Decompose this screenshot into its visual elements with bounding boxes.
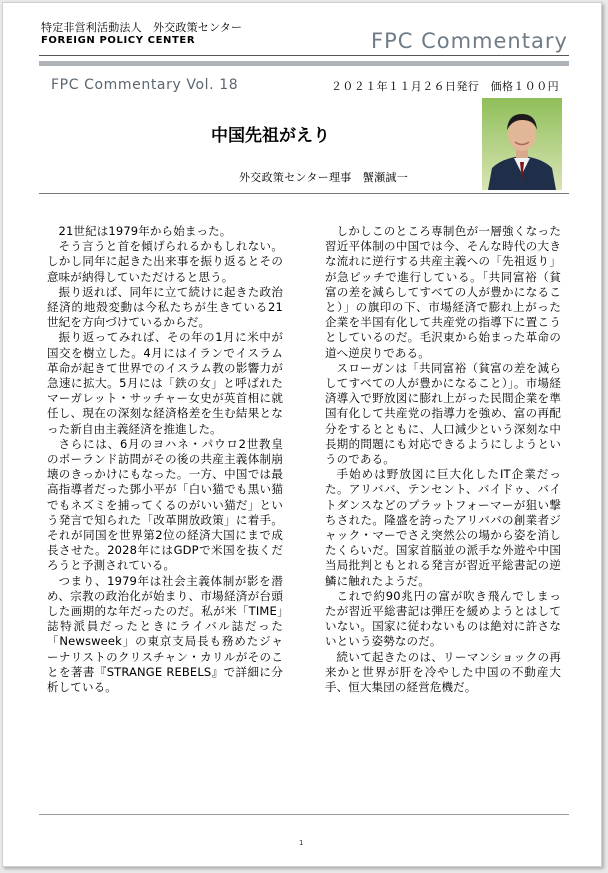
brand-title: FPC Commentary bbox=[371, 29, 568, 53]
volume-label: FPC Commentary Vol. 18 bbox=[51, 77, 239, 93]
document-page bbox=[2, 2, 602, 867]
org-name-en-text: FOREIGN POLICY CENTER bbox=[41, 35, 196, 46]
paragraph: 21世紀は1979年から始まった。 bbox=[58, 224, 232, 238]
paragraph: 振り返れば、同年に立て続けに起きた政治経済的地殻変動は今私たちが生きている21世紀を方向づけているからだ。 bbox=[47, 284, 283, 330]
paragraph: しかしこのところ専制色が一層強くなった習近平体制の中国では今、そんな時代の大きな流れに逆行する共産主義への「先祖返り」が急ピッチで進行している。「共同富裕（貧富の差を減らしてすべての人が豊かになること）」の旗印の下、市場経済で膨れ上がった企業を半国有化して共産党の指導下に置こうとしているのだ。毛沢東から始まった革命の道へ逆戻りである。 bbox=[325, 224, 561, 360]
article-author: 外交政策センター理事 蟹瀬誠一 bbox=[239, 171, 409, 184]
header-band bbox=[39, 61, 569, 66]
article-title: 中国先祖がえり bbox=[211, 126, 330, 146]
paragraph: そう言うと首を傾げられるかもしれない。しかし同年に起きた出来事を振り返るとその意味が納得していただけると思う。 bbox=[47, 239, 283, 284]
page-number: 1 bbox=[299, 839, 304, 847]
author-photo bbox=[482, 98, 562, 190]
issue-date-price: ２０２１年１１月２６日発行 価格１００円 bbox=[331, 80, 559, 93]
paragraph: 振り返ってみれば、その年の1月に米中が国交を樹立した。4月にはイランでイスラム革命が起きて世界でのイスラム教の影響力が急速に拡大。5月には「鉄の女」と呼ばれたマーガレット・サッチャー女史が英首相に就任し、現在の深刻な経済格差を生む結果となった新自由主義経済を推進した。 bbox=[47, 330, 283, 436]
header-rule bbox=[39, 55, 569, 56]
article-column-left bbox=[47, 224, 283, 695]
org-name-ja: 特定非営利活動法人 外交政策センター bbox=[41, 21, 243, 34]
paragraph: これで約90兆円の富が吹き飛んでしまったが習近平総書記は弾圧を緩めようとはしていない。国家に従わないものは絶対に許さないという姿勢なのだ。 bbox=[325, 588, 561, 649]
footer-rule bbox=[39, 814, 569, 815]
article-column-right bbox=[325, 224, 561, 695]
paragraph: スローガンは「共同富裕（貧富の差を減らしてすべての人が豊かになること）」。市場経済導入で野放図に膨れ上がった民間企業を準国有化して共産党の指導力を強め、富の再配分をするとともに、人口減少という深刻な中長期的問題にも対応できるようにしようというのである。 bbox=[325, 360, 561, 467]
paragraph: 手始めは野放図に巨大化したIT企業だった。アリババ、テンセント、バイドゥ、バイトダンスなどのプラットフォーマーが狙い撃ちされた。隆盛を誇ったアリババの創業者ジャック・マーでさえ突然公の場から姿を消したくらいだ。国家首脳並の派手な外遊や中国当局批判ともとれる発言が習近平総書記の逆鱗に触れたようだ。 bbox=[325, 467, 561, 588]
author-portrait-icon bbox=[482, 98, 562, 190]
org-name-en bbox=[41, 35, 195, 46]
paragraph: 続いて起きたのは、リーマンショックの再来かと世界が肝を冷やした中国の不動産大手、恒大集団の経営危機だ。 bbox=[325, 649, 561, 695]
paragraph: つまり、1979年は社会主義体制が影を潜め、宗教の政治化が始まり、市場経済が台頭した画期的な年だったのだ。私が米「TIME」誌特派員だったときにライバル誌だった「Newsweek」の東京支局長も務めたジャーナリストのクリスチャン・カリルがそのことを著書『STRANGE REBELS』で詳細に分析している。 bbox=[47, 573, 283, 695]
title-rule bbox=[39, 193, 569, 194]
paragraph: さらには、6月のヨハネ・パウロ2世教皇のポーランド訪問がその後の共産主義体制崩壊のきっかけにもなった。一方、中国では最高指導者だった鄧小平が「白い猫でも黒い猫でもネズミを捕ってくるのがいい猫だ」という発言で知られた「改革開放政策」に着手。それが同国を世界第2位の経済大国にまで成長させた。2028年にはGDPで米国を抜くだろうと予測されている。 bbox=[47, 436, 283, 573]
